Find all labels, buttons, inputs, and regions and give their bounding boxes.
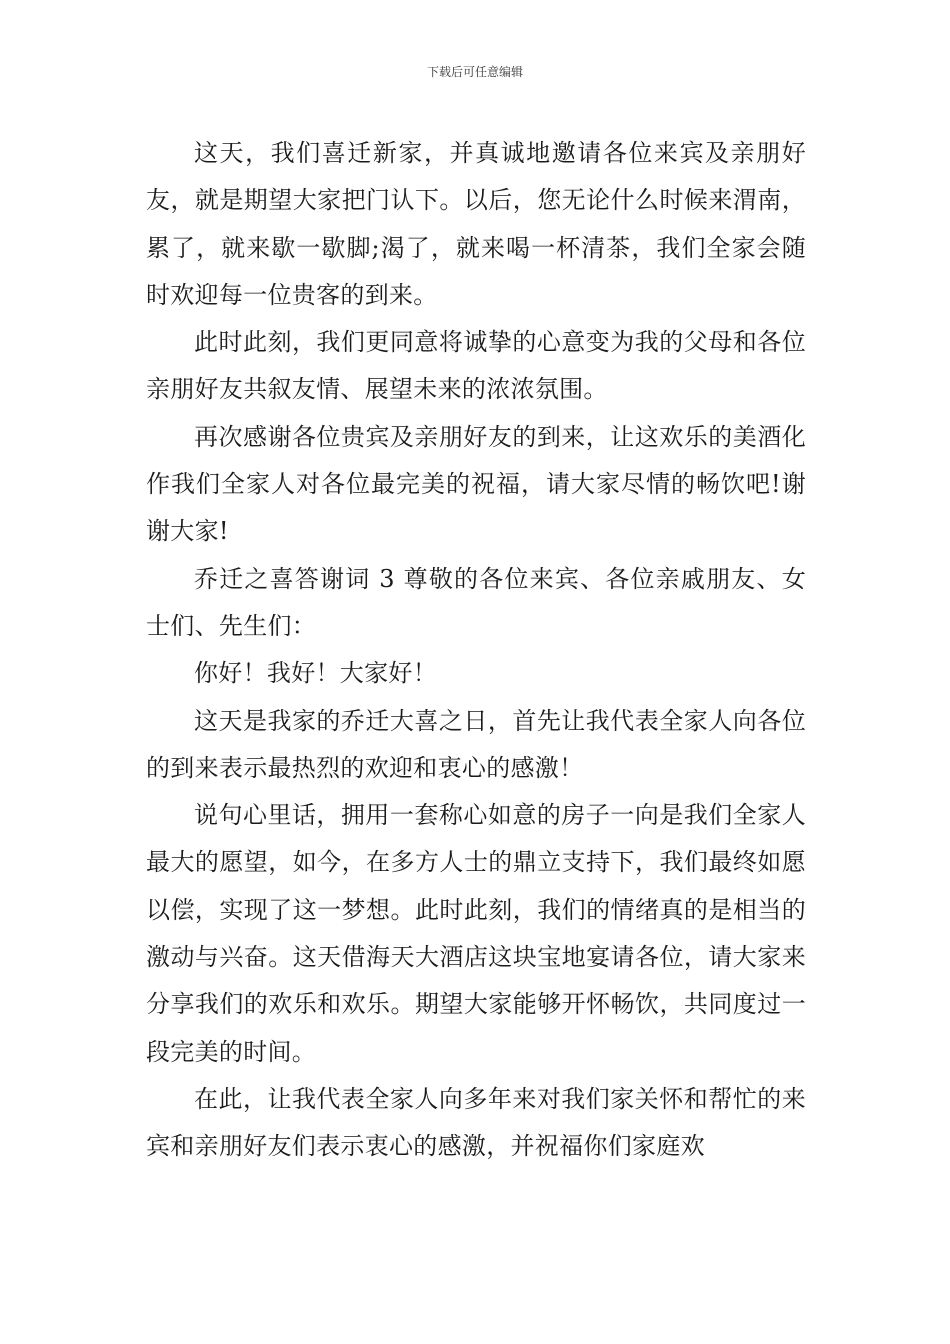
paragraph: 在此，让我代表全家人向多年来对我们家关怀和帮忙的来宾和亲朋好友们表示衷心的感激，并祝福你们家庭欢 bbox=[146, 1084, 806, 1161]
paragraph: 再次感谢各位贵宾及亲朋好友的到来，让这欢乐的美酒化作我们全家人对各位最完美的祝福，请大家尽情的畅饮吧!谢谢大家! bbox=[146, 422, 806, 546]
paragraph: 乔迁之喜答谢词 3 尊敬的各位来宾、各位亲戚朋友、女士们、先生们： bbox=[146, 564, 806, 640]
paragraph: 此时此刻，我们更同意将诚挚的心意变为我的父母和各位亲朋好友共叙友情、展望未来的浓浓氛围。 bbox=[146, 328, 806, 404]
paragraph: 说句心里话，拥用一套称心如意的房子一向是我们全家人最大的愿望，如今，在多方人士的鼎立支持下，我们最终如愿以偿，实现了这一梦想。此时此刻，我们的情绪真的是相当的激动与兴奋。这天借海天大酒店这块宝地宴请各位，请大家来分享我们的欢乐和欢乐。期望大家能够开怀畅饮，共同度过一段完美的时间。 bbox=[146, 801, 806, 1066]
page-header: 下载后可任意编辑 bbox=[426, 65, 523, 79]
paragraph: 这天，我们喜迁新家，并真诚地邀请各位来宾及亲朋好友，就是期望大家把门认下。以后，您无论什么时候来渭南，累了，就来歇一歇脚;渴了，就来喝一杯清茶，我们全家会随时欢迎每一位贵客的到来。 bbox=[146, 139, 806, 309]
paragraph: 你好！我好！大家好！ bbox=[194, 659, 437, 688]
paragraph: 这天是我家的乔迁大喜之日，首先让我代表全家人向各位的到来表示最热烈的欢迎和衷心的感激！ bbox=[146, 706, 806, 782]
document-body bbox=[146, 130, 806, 1171]
